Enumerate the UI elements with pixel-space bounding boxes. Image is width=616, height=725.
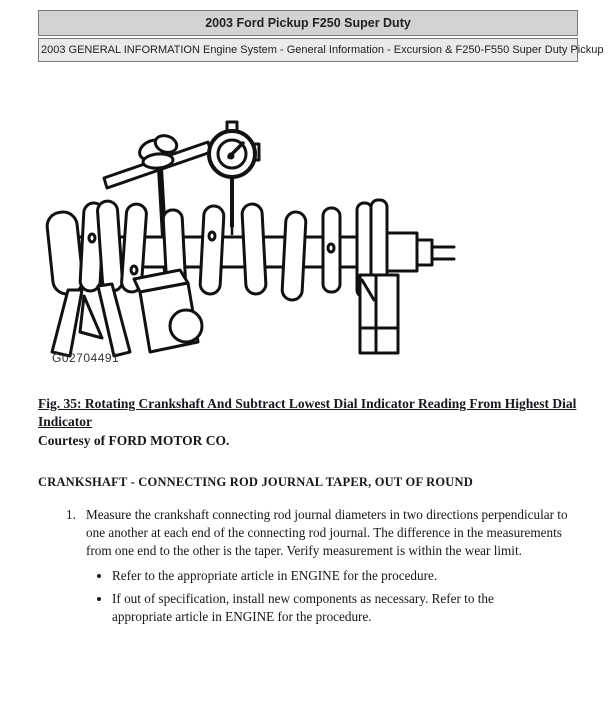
bullet-item: • If out of specification, install new components as necessary. Refer to the appropriate article in ENGINE for the procedure.: [112, 590, 550, 625]
step-sub-bullets: [86, 567, 568, 626]
section-heading: CRANKSHAFT - CONNECTING ROD JOURNAL TAPER, OUT OF ROUND: [38, 475, 473, 490]
crankshaft-illustration: [40, 100, 578, 365]
figure-35: [38, 100, 578, 449]
figure-caption: Fig. 35: Rotating Crankshaft And Subtract Lowest Dial Indicator Reading From Highest Dial Indicator: [38, 396, 577, 430]
procedure-steps: [38, 506, 578, 631]
step-1: [38, 506, 578, 631]
breadcrumb: 2003 GENERAL INFORMATION Engine System - General Information - Excursion & F250-F550 Super Duty Pickup: [38, 38, 578, 62]
crankshaft-dial-indicator-drawing: [40, 100, 500, 360]
page-title: 2003 Ford Pickup F250 Super Duty: [38, 10, 578, 36]
magnetic-base: [134, 270, 202, 352]
image-id-label: G02704491: [52, 351, 120, 365]
figure-courtesy: Courtesy of FORD MOTOR CO.: [38, 433, 230, 449]
step-number: 1.: [66, 507, 76, 523]
bullet-item: • Refer to the appropriate article in ENGINE for the procedure.: [112, 567, 550, 585]
step-text: Measure the crankshaft connecting rod journal diameters in two directions perpendicular to one another at each end of the connecting rod journal. The difference in the measurements from one end to the other is the taper. Verify measurement is within the wear limit.: [86, 507, 568, 558]
right-support-stand: [360, 275, 398, 353]
